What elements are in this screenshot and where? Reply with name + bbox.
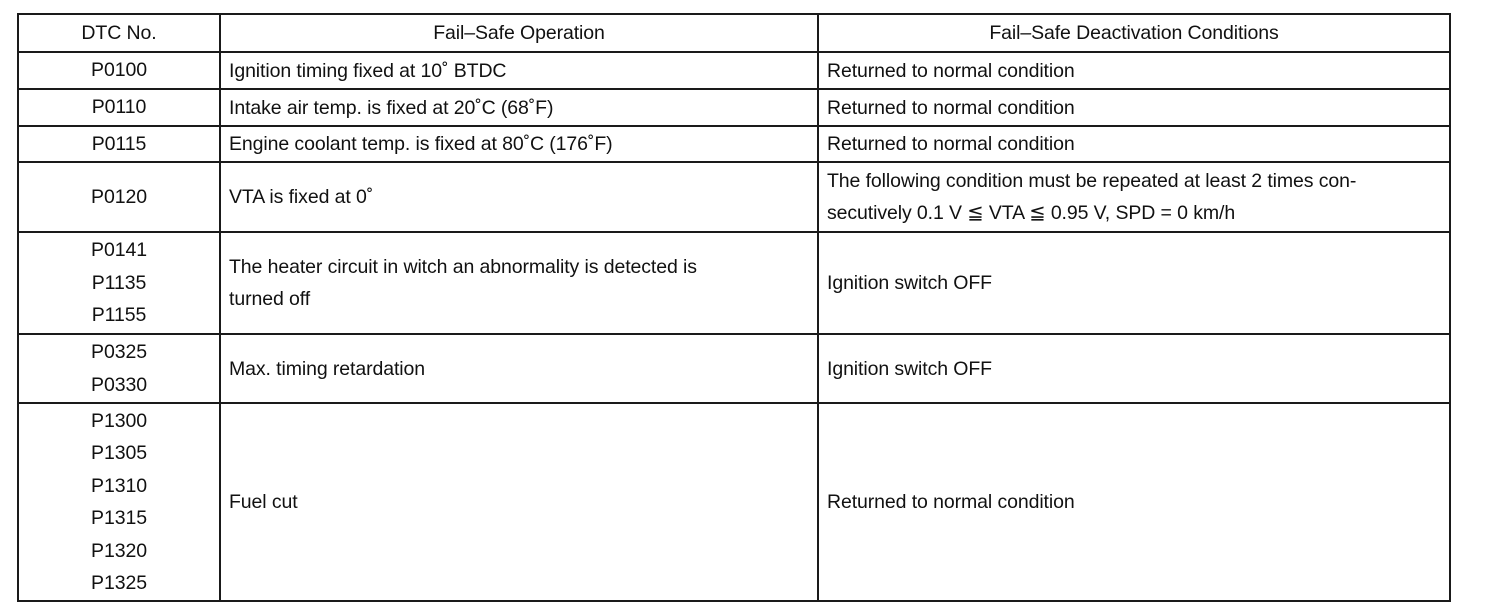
dtc-code: P0330 (91, 373, 147, 396)
dtc-code-list (27, 336, 211, 401)
condition-cell: Returned to normal condition (818, 126, 1450, 162)
header-fail-safe-operation: Fail–Safe Operation (220, 14, 818, 52)
condition-cell: Returned to normal condition (818, 52, 1450, 89)
operation-cell: Fuel cut (220, 403, 818, 601)
dtc-code: P1320 (91, 539, 147, 562)
operation-cell: Engine coolant temp. is fixed at 80˚C (176˚F) (220, 126, 818, 162)
table-row (18, 334, 1450, 403)
table-row (18, 126, 1450, 162)
dtc-code: P0141 (91, 239, 147, 262)
operation-cell (220, 232, 818, 334)
table-row (18, 403, 1450, 601)
operation-cell: VTA is fixed at 0˚ (220, 162, 818, 232)
table-row (18, 52, 1450, 89)
operation-cell: Intake air temp. is fixed at 20˚C (68˚F) (220, 89, 818, 126)
operation-cell: Max. timing retardation (220, 334, 818, 403)
dtc-code: P0120 (91, 185, 147, 208)
dtc-code-cell (18, 126, 220, 162)
dtc-code-list (27, 405, 211, 600)
table-row (18, 89, 1450, 126)
condition-cell: Ignition switch OFF (818, 232, 1450, 334)
dtc-code-cell (18, 232, 220, 334)
dtc-code-list (27, 234, 211, 332)
condition-cell (818, 162, 1450, 232)
dtc-code: P1315 (91, 507, 147, 529)
fail-safe-table (17, 13, 1451, 602)
condition-cell: Returned to normal condition (818, 89, 1450, 126)
table-header-row (18, 14, 1450, 52)
dtc-code: P1305 (91, 442, 147, 464)
dtc-code: P0325 (91, 341, 147, 363)
header-dtc-no: DTC No. (18, 14, 220, 52)
dtc-code-cell (18, 52, 220, 89)
dtc-code-cell (18, 403, 220, 601)
dtc-code-cell (18, 162, 220, 232)
dtc-code: P0110 (91, 96, 147, 119)
operation-cell: Ignition timing fixed at 10˚ BTDC (220, 52, 818, 89)
dtc-code: P0115 (91, 132, 147, 155)
dtc-code: P1325 (91, 572, 147, 594)
dtc-code: P1155 (91, 304, 147, 327)
condition-cell: Returned to normal condition (818, 403, 1450, 601)
condition-text: The following condition must be repeated at least 2 times con- secutively 0.1 V ≦ VTA ≦ 0.95 V, SPD = 0 km/h (827, 170, 1357, 224)
table-row (18, 232, 1450, 334)
dtc-code: P1300 (91, 409, 147, 432)
header-deactivation-conditions: Fail–Safe Deactivation Conditions (818, 14, 1450, 52)
condition-cell: Ignition switch OFF (818, 334, 1450, 403)
dtc-code: P1310 (91, 474, 147, 497)
dtc-code: P1135 (91, 271, 147, 294)
operation-text: The heater circuit in witch an abnormality is detected is turned off (229, 256, 697, 310)
table-row (18, 162, 1450, 232)
dtc-code-cell (18, 334, 220, 403)
dtc-code: P0100 (91, 59, 147, 82)
dtc-code-cell (18, 89, 220, 126)
